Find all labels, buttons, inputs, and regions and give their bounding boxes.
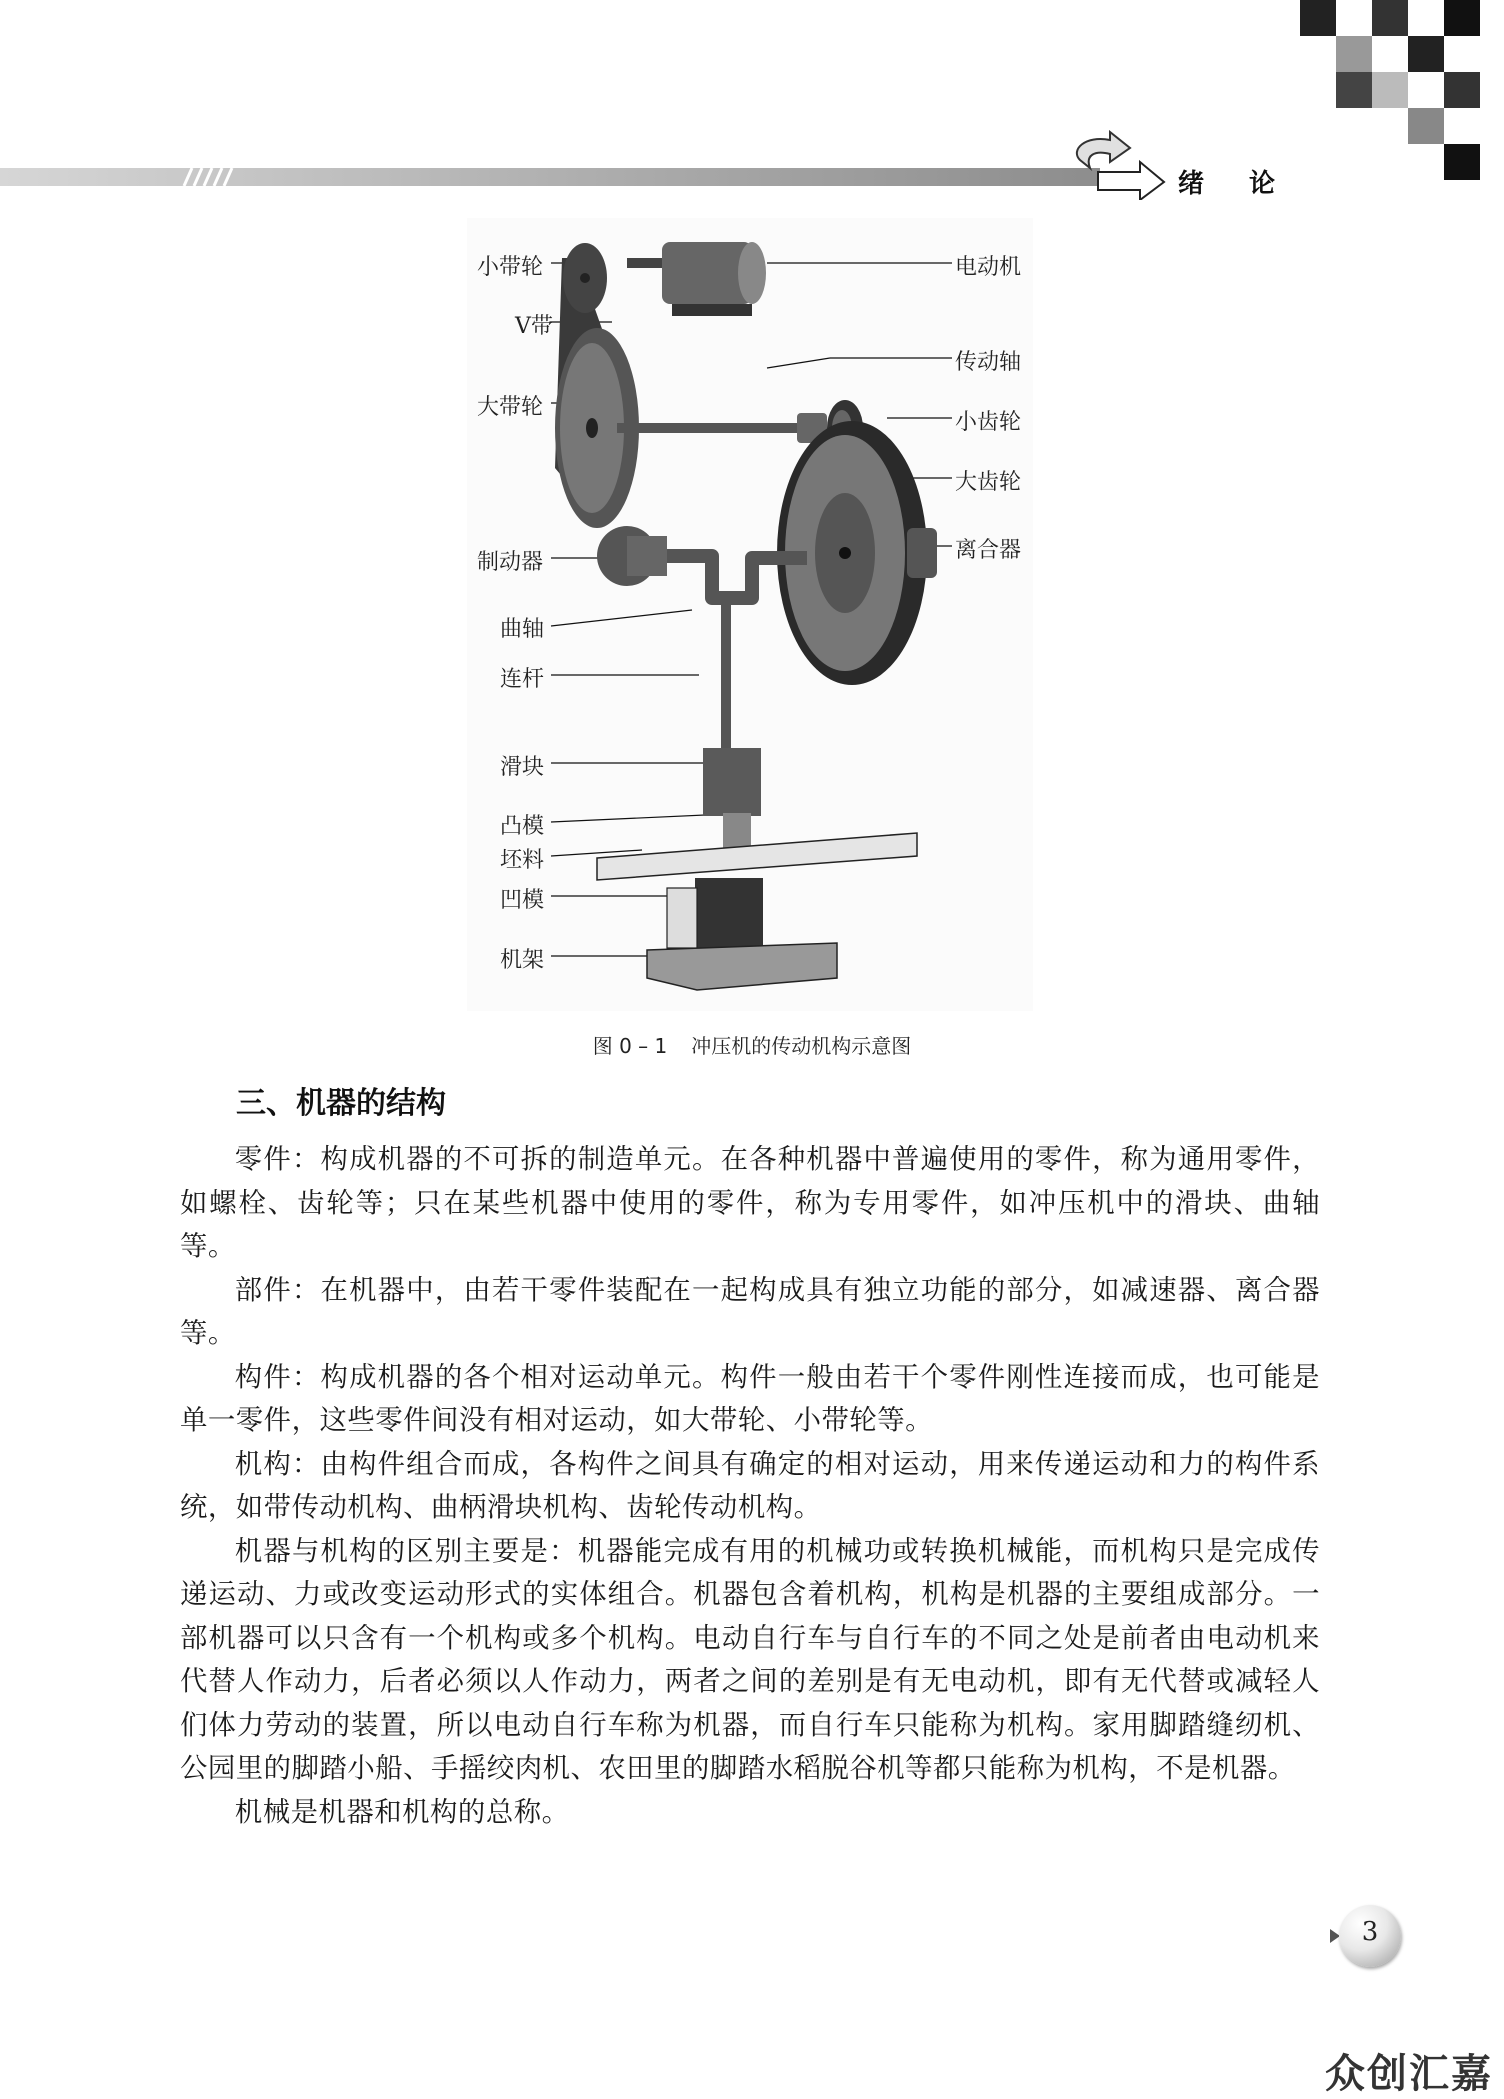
corner-checker-decoration [1300,0,1504,200]
label-crankshaft: 曲轴 [500,617,545,642]
label-blank: 坯料 [500,848,545,873]
label-slider: 滑块 [500,755,545,780]
watermark-logo: 众创汇嘉 [1325,2051,1493,2097]
label-v-belt: V带 [515,314,553,339]
label-small-pulley: 小带轮 [477,255,544,280]
label-large-pulley: 大带轮 [477,395,544,420]
label-clutch: 离合器 [955,538,1022,563]
paragraph-machine-vs-mechanism: 机器与机构的区别主要是：机器能完成有用的机械功或转换机械能，而机构只是完成传递运动、力或改变运动形式的实体组合。机器包含着机构，机构是机器的主要组成部分。一部机器可以只含有一个机构或多个机构。电动自行车与自行车的不同之处是前者由电动机来代替人作动力，后者必须以人作动力，两者之间的差别是有无电动机，即有无代替或减轻人们体力劳动的装置，所以电动自行车称为机器，而自行车只能称为机构。家用脚踏缝纫机、公园里的脚踏小船、手摇绞肉机、农田里的脚踏水稻脱谷机等都只能称为机构，不是机器。 [180,1535,1320,1784]
figure-caption-text: 冲压机的传动机构示意图 [691,1034,912,1058]
page-number-badge [1325,1905,1403,1983]
paragraph-members: 构件：构成机器的各个相对运动单元。构件一般由若干个零件刚性连接而成，也可能是单一零件，这些零件间没有相对运动，如大带轮、小带轮等。 [180,1361,1320,1436]
paragraph-mechanisms: 机构：由构件组合而成，各构件之间具有确定的相对运动，用来传递运动和力的构件系统，如带传动机构、曲柄滑块机构、齿轮传动机构。 [180,1448,1320,1523]
label-connecting-rod: 连杆 [500,667,545,692]
body-text [180,1138,1320,1834]
header-bar-stripes [180,168,240,186]
press-machine-figure [467,218,1033,1011]
header-bar [0,168,1100,186]
label-transmission-shaft: 传动轴 [955,350,1022,375]
label-small-gear: 小齿轮 [955,410,1022,435]
label-die: 凹模 [500,888,545,913]
page-number: 3 [1361,1917,1379,1947]
label-motor: 电动机 [955,255,1022,280]
label-punch: 凸模 [500,814,545,839]
figure-caption [0,1030,1504,1059]
chapter-label: 绪 论 [1178,169,1294,199]
paragraph-machinery: 机械是机器和机构的总称。 [234,1796,570,1828]
label-frame: 机架 [500,948,545,973]
paragraph-parts: 零件：构成机器的不可拆的制造单元。在各种机器中普遍使用的零件，称为通用零件，如螺栓、齿轮等；只在某些机器中使用的零件，称为专用零件，如冲压机中的滑块、曲轴等。 [180,1144,1320,1262]
section-title: 三、机器的结构 [236,1086,446,1121]
label-large-gear: 大齿轮 [955,470,1022,495]
header-arrows-icon [1060,130,1170,200]
paragraph-components: 部件：在机器中，由若干零件装配在一起构成具有独立功能的部分，如减速器、离合器等。 [180,1274,1320,1349]
figure-caption-number: 图 0 – 1 [592,1034,668,1058]
label-brake: 制动器 [477,550,544,575]
